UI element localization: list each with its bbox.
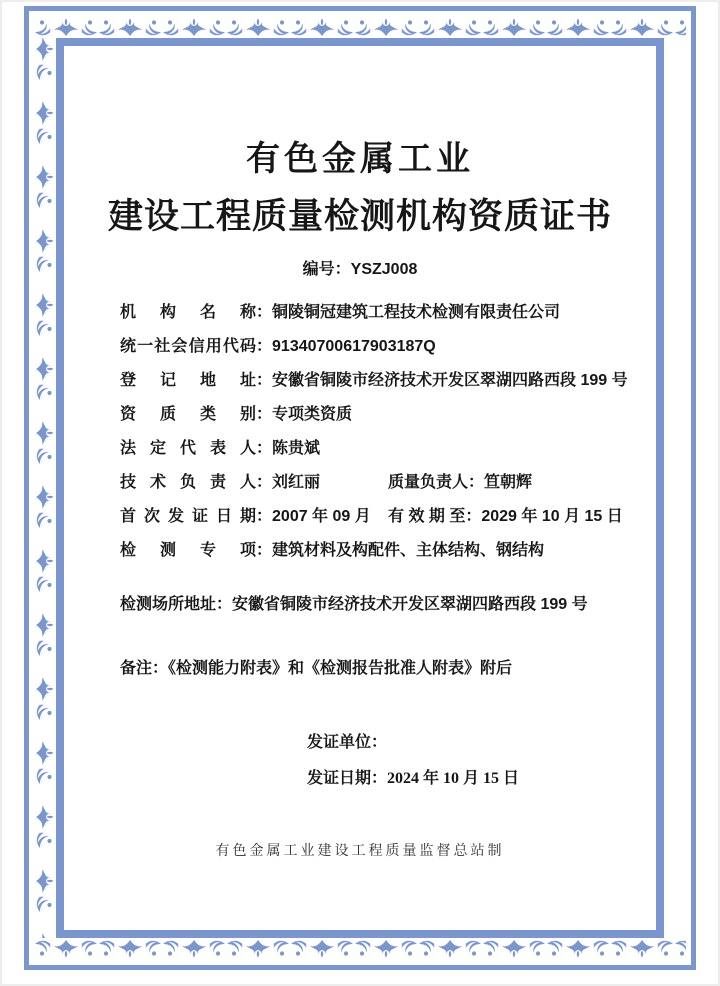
field-legal-rep [120,432,622,466]
field-quality-lead [388,474,532,491]
colon: ： [371,734,388,751]
colon: ： [256,406,273,423]
colon: ： [256,542,273,559]
issuing-unit-label: 发证单位 [307,734,372,751]
field-value: 安徽省铜陵市经济技术开发区翠湖四路西段 199 号 [232,596,588,613]
field-valid-until [388,508,623,525]
colon: ： [468,474,485,491]
field-label: 有 效 期 至 [388,508,466,525]
colon: ： [256,474,273,491]
field-org-name [120,296,622,330]
colon: ： [256,440,273,457]
floral-border-left [34,38,56,938]
field-value: 刘红丽 [272,474,321,491]
field-label: 登记地址 [120,372,256,389]
floral-pattern-svg [34,38,56,938]
colon: ： [216,596,233,613]
field-value: 笪朝辉 [484,474,533,491]
field-label: 法定代表人 [120,440,256,457]
field-label: 检测专项 [120,542,256,559]
field-rows [64,296,656,796]
floral-border-frame [34,16,686,960]
field-reg-address [120,364,628,398]
inner-border-line [56,38,664,938]
floral-border-bottom [34,938,686,960]
issuing-authority-footer: 有色金属工业建设工程质量监督总站制 [215,844,505,859]
serial-number-line [64,259,656,281]
issue-block [307,726,622,796]
field-credit-code [120,330,622,364]
serial-label: 编号 [302,261,335,278]
field-value: 专项类资质 [272,406,353,423]
floral-border-top [34,16,686,38]
field-qual-category [120,398,622,432]
certificate-title-line2: 建设工程质量检测机构资质证书 [107,197,612,236]
colon: ： [371,770,388,787]
floral-border-right [664,38,686,938]
field-label: 机构名称 [120,304,256,321]
colon: ： [256,508,273,525]
field-label: 检测场所地址 [120,596,217,613]
field-dates [120,500,622,534]
field-value: 铜陵铜冠建筑工程技术检测有限责任公司 [272,304,561,321]
issuing-unit-line [307,726,622,760]
field-value: 建筑材料及构配件、主体结构、钢结构 [272,542,545,559]
colon: ： [256,372,273,389]
issue-date-label: 发证日期 [307,770,372,787]
floral-pattern-svg [664,38,686,938]
field-responsible-persons [120,466,622,500]
issue-date-line [307,762,622,796]
floral-pattern-svg [34,16,686,38]
field-site-address [120,588,622,622]
serial-value: YSZJ008 [350,261,418,278]
colon: ： [256,338,273,355]
colon: ： [465,508,482,525]
certificate-title-line1: 有色金属工业 [246,140,474,178]
certificate-frame [24,6,696,970]
field-inspection-items [120,534,622,568]
field-label: 备注 [120,660,153,677]
field-value: 陈贵斌 [272,440,321,457]
floral-pattern-svg [34,938,686,960]
field-remark [120,652,622,686]
colon: ： [152,660,169,677]
field-label: 统一社会信用代码 [120,338,256,355]
field-first-issue [120,500,388,534]
field-label: 资质类别 [120,406,256,423]
field-value: 2029 年 10 月 15 日 [481,508,623,525]
field-value: 2007 年 09 月 [272,508,371,525]
field-value: 《检测能力附表》和《检测报告批准人附表》附后 [168,660,513,677]
colon: ： [256,304,273,321]
field-tech-lead [120,466,388,500]
issue-date-value: 2024 年 10 月 15 日 [387,770,520,787]
field-value: 安徽省铜陵市经济技术开发区翠湖四路西段 199 号 [272,372,628,389]
field-label: 质量负责人 [388,474,469,491]
certificate-content [64,46,656,930]
field-label: 技术负责人 [120,474,256,491]
serial-colon: ： [334,261,351,278]
field-label: 首次发证日期 [120,508,256,525]
field-value: 91340700617903187Q [272,338,436,355]
